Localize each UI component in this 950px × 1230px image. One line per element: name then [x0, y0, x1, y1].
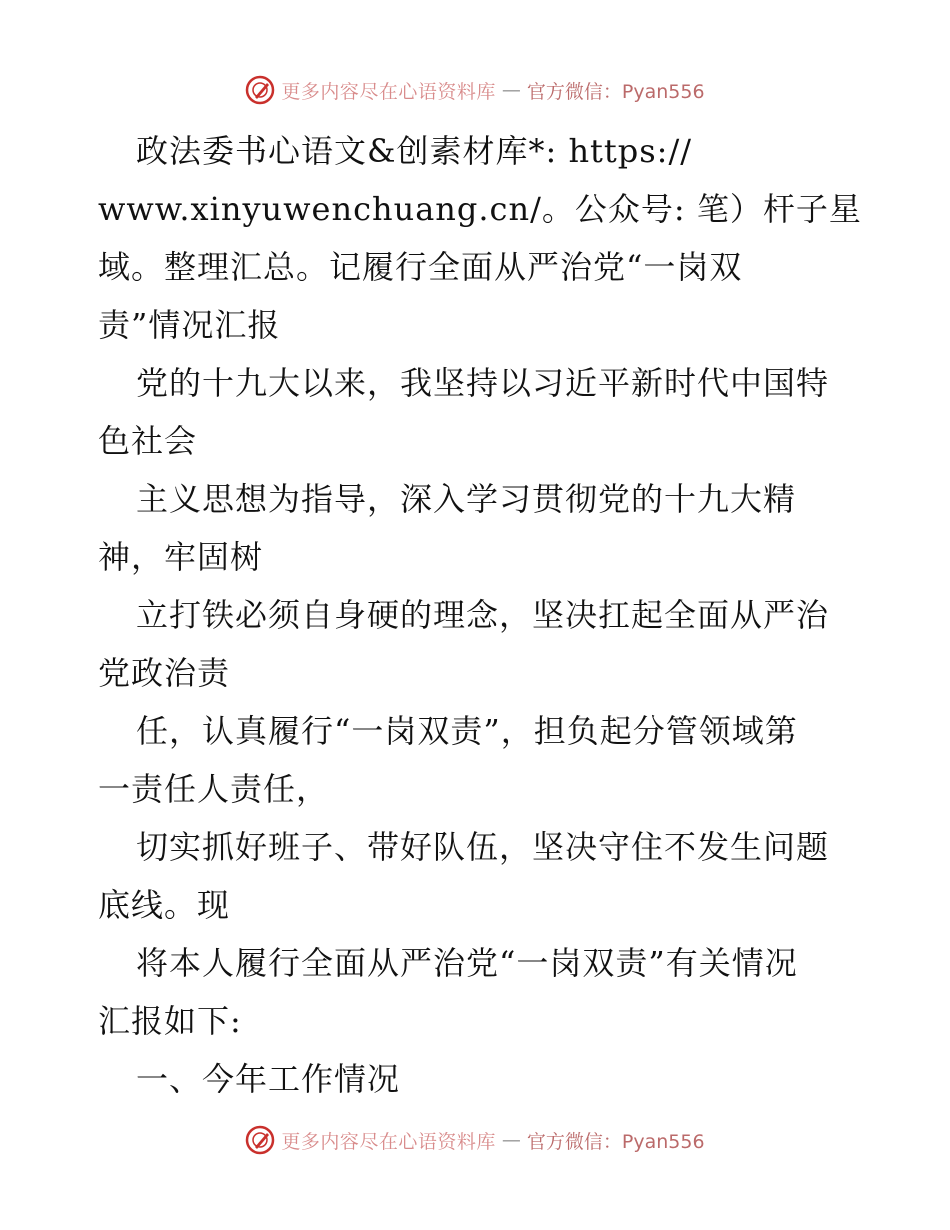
watermark-separator: —	[501, 79, 521, 101]
watermark-contact: 官方微信：Pyan556	[526, 1130, 705, 1153]
text-line: 神，牢固树	[98, 538, 264, 576]
text-line: 汇报如下:	[98, 1002, 242, 1040]
text-line: 党政治责	[98, 654, 231, 692]
text-line: 一责任人责任，	[98, 770, 330, 808]
text-line: 主义思想为指导，深入学习贯彻党的十九大精	[136, 480, 797, 518]
text-line: 域。整理汇总。记履行全面从严治党“一岗双	[98, 248, 743, 286]
pen-logo-icon	[245, 75, 275, 105]
pen-logo-icon	[245, 1125, 275, 1155]
watermark-separator: —	[501, 1129, 521, 1151]
watermark-text: 更多内容尽在心语资料库	[281, 80, 496, 103]
header-watermark	[0, 70, 950, 110]
text-line: 责”情况汇报	[98, 306, 281, 344]
text-line: 一、今年工作情况	[136, 1060, 401, 1098]
footer-watermark	[0, 1120, 950, 1160]
watermark-contact: 官方微信：Pyan556	[526, 80, 705, 103]
text-line: 任，认真履行“一岗双责”，担负起分管领域第	[136, 712, 798, 750]
watermark-text: 更多内容尽在心语资料库	[281, 1130, 496, 1153]
text-line: 党的十九大以来，我坚持以习近平新时代中国特	[136, 364, 830, 402]
text-line: 将本人履行全面从严治党“一岗双责”有关情况	[136, 944, 798, 982]
text-line: 色社会	[98, 422, 198, 460]
text-line: www.xinyuwenchuang.cn/。公众号: 笔）杆子星	[98, 190, 862, 228]
text-line: 政法委书心语文&创素材库*: https://	[136, 132, 693, 170]
text-line: 切实抓好班子、带好队伍，坚决守住不发生问题	[136, 828, 830, 866]
document-body	[98, 122, 868, 1108]
text-line: 底线。现	[98, 886, 231, 924]
text-line: 立打铁必须自身硬的理念，坚决扛起全面从严治	[136, 596, 830, 634]
